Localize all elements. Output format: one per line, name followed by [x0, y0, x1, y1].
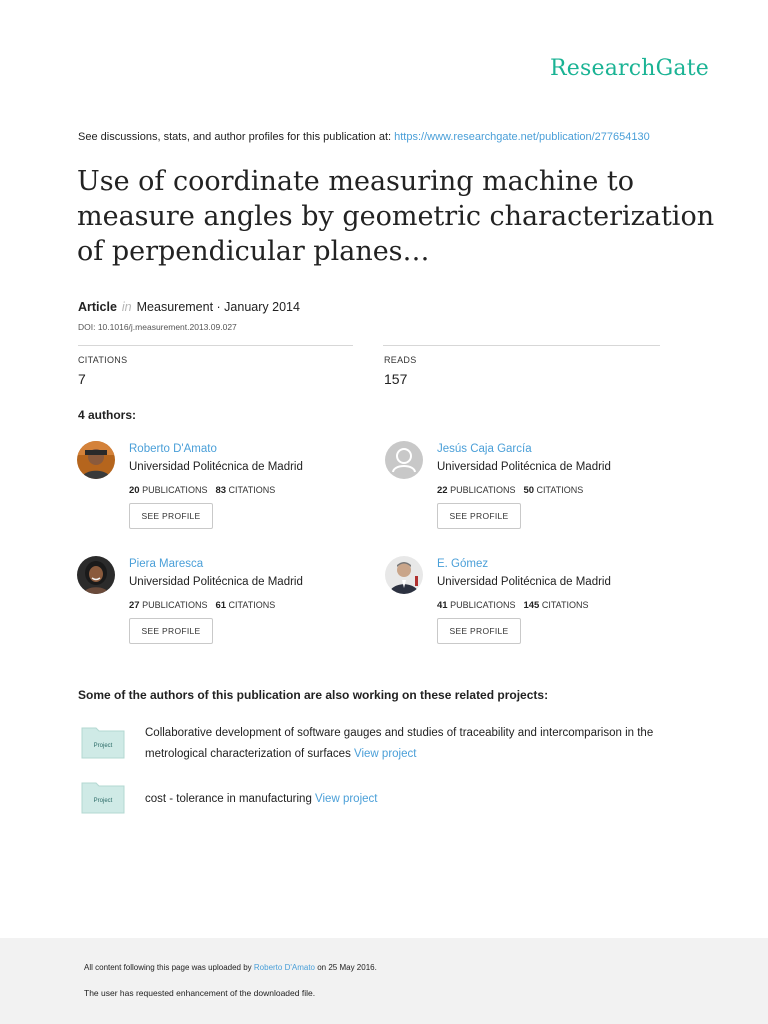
project-title: Collaborative development of software gauges and studies of traceability and intercomparison in the metrological characterization of surfaces [145, 727, 654, 760]
project-folder-icon[interactable] [81, 780, 125, 814]
author-name-link[interactable]: Piera Maresca [129, 558, 204, 570]
photo-man-dark-icon [77, 441, 115, 479]
source-line-text: See discussions, stats, and author profiles for this publication at: [78, 131, 395, 143]
author-name-link[interactable]: Jesús Caja García [437, 443, 532, 455]
upload-suffix: on 25 May 2016. [315, 963, 377, 972]
see-profile-button[interactable]: SEE PROFILE [437, 618, 521, 644]
publications-count: 41 [437, 600, 448, 611]
uploader-link[interactable]: Roberto D'Amato [253, 963, 315, 972]
author-card [385, 556, 685, 648]
photo-woman-icon [77, 556, 115, 594]
author-stats [437, 485, 583, 496]
publication-title: Use of coordinate measuring machine to measure angles by geometric characterization of perpendicular planes… [77, 166, 715, 267]
citations-divider [78, 345, 353, 346]
publications-label: PUBLICATIONS [450, 600, 516, 610]
citations-count: 61 [215, 600, 227, 611]
author-institution: Universidad Politécnica de Madrid [129, 461, 303, 473]
author-institution: Universidad Politécnica de Madrid [437, 461, 611, 473]
citations-count: 50 [523, 485, 535, 496]
project-item [145, 723, 705, 765]
author-avatar[interactable] [385, 556, 423, 594]
citations-label: CITATIONS [228, 600, 276, 610]
citations-label: CITATIONS [541, 600, 589, 610]
author-name-link[interactable]: E. Gómez [437, 558, 489, 570]
publications-count: 22 [437, 485, 448, 496]
photo-man-suit-icon [385, 556, 423, 594]
folder-shape [81, 780, 125, 814]
author-stats [437, 600, 589, 611]
project-icon-label: Project [93, 798, 113, 804]
see-profile-button[interactable]: SEE PROFILE [129, 618, 213, 644]
reads-label: READS [384, 355, 417, 365]
meta-in-word: in [121, 300, 132, 314]
author-avatar[interactable] [77, 441, 115, 479]
citations-label: CITATIONS [78, 355, 128, 365]
upload-prefix: All content following this page was uploaded by [84, 963, 254, 972]
publication-source-line [78, 131, 650, 143]
publication-type: Article [78, 300, 117, 314]
doi-text: DOI: 10.1016/j.measurement.2013.09.027 [78, 322, 237, 332]
citations-label: CITATIONS [536, 485, 584, 495]
researchgate-logo[interactable]: ResearchGate [550, 56, 709, 81]
view-project-link[interactable]: View project [315, 793, 378, 805]
project-title: cost - tolerance in manufacturing [145, 793, 316, 805]
reads-divider [383, 345, 660, 346]
upload-note [84, 963, 377, 972]
project-icon-label: Project [93, 743, 113, 749]
author-institution: Universidad Politécnica de Madrid [129, 576, 303, 588]
citations-count: 7 [78, 371, 86, 387]
citations-count: 83 [215, 485, 227, 496]
author-card [77, 441, 377, 533]
author-avatar[interactable] [77, 556, 115, 594]
citations-count: 145 [523, 600, 540, 611]
footer-panel [0, 938, 768, 1024]
publication-url-link[interactable]: https://www.researchgate.net/publication/277654130 [394, 131, 650, 143]
publications-label: PUBLICATIONS [142, 600, 208, 610]
author-name-link[interactable]: Roberto D'Amato [129, 443, 217, 455]
publications-count: 20 [129, 485, 140, 496]
reads-count: 157 [384, 371, 408, 387]
project-item [145, 789, 705, 810]
publication-meta [78, 300, 300, 314]
default-avatar-icon [385, 441, 423, 479]
enhancement-note: The user has requested enhancement of the downloaded file. [84, 988, 316, 998]
see-profile-button[interactable]: SEE PROFILE [129, 503, 213, 529]
project-folder-icon[interactable] [81, 725, 125, 759]
view-project-link[interactable]: View project [354, 748, 417, 760]
publications-count: 27 [129, 600, 140, 611]
authors-heading: 4 authors: [78, 408, 137, 422]
see-profile-button[interactable]: SEE PROFILE [437, 503, 521, 529]
folder-shape [81, 725, 125, 759]
publications-label: PUBLICATIONS [450, 485, 516, 495]
publications-label: PUBLICATIONS [142, 485, 208, 495]
author-institution: Universidad Politécnica de Madrid [437, 576, 611, 588]
related-projects-heading: Some of the authors of this publication are also working on these related projects: [78, 688, 549, 702]
author-card [77, 556, 377, 648]
author-stats [129, 485, 275, 496]
author-stats [129, 600, 275, 611]
author-avatar[interactable] [385, 441, 423, 479]
citations-label: CITATIONS [228, 485, 276, 495]
journal-date: Measurement · January 2014 [136, 300, 300, 314]
author-card [385, 441, 685, 533]
